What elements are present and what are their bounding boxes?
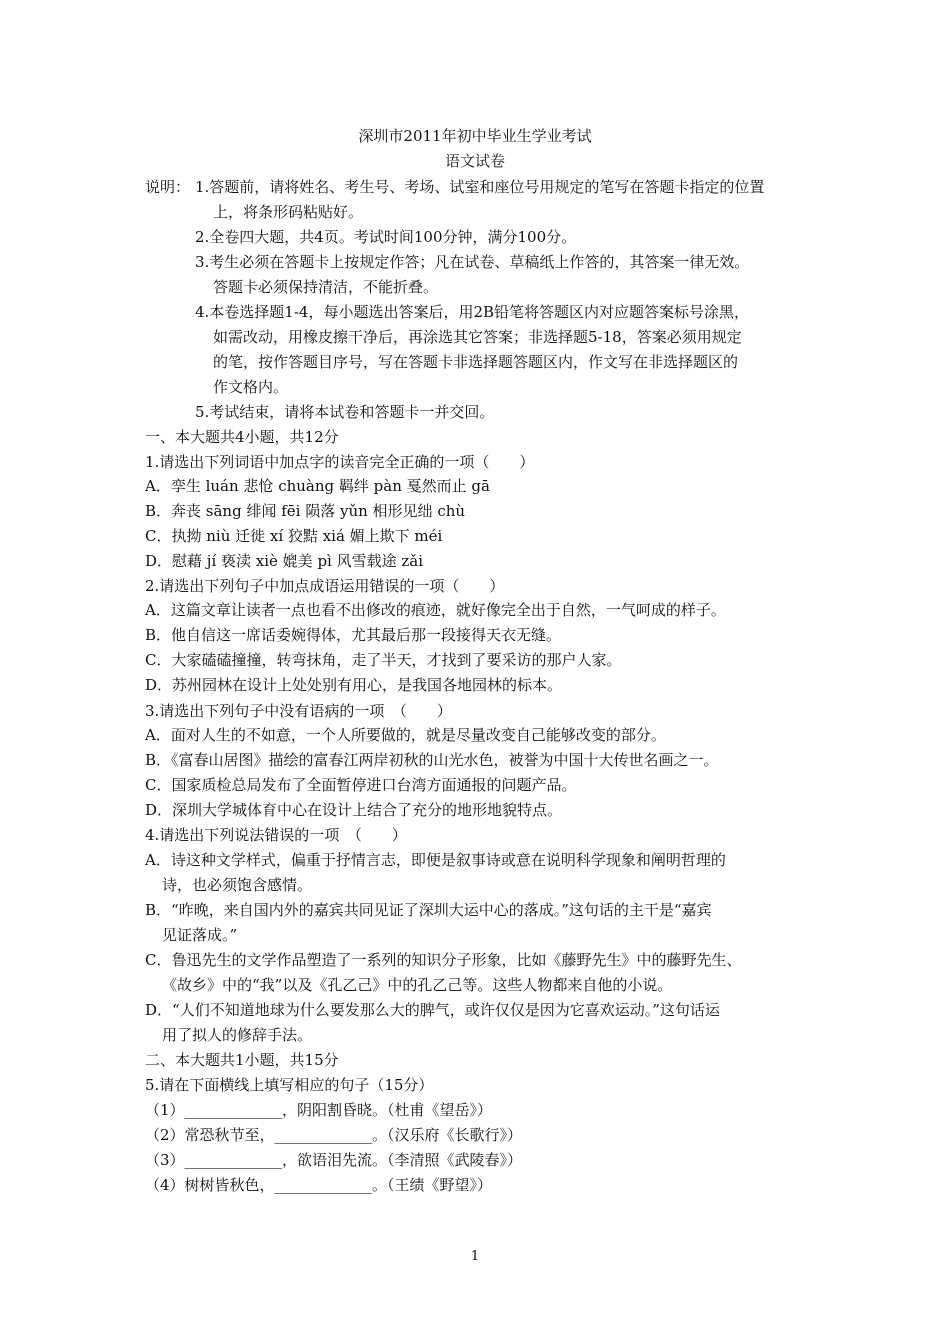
fill-blank-item: （1）_____________，阴阳割昏晓。（杜甫《望岳》） — [145, 1101, 493, 1119]
answer-option-continued: 《故乡》中的“我”以及《孔乙己》中的孔乙己等。这些人物都来自他的小说。 — [162, 976, 673, 994]
question-stem: 1.请选出下列词语中加点字的读音完全正确的一项（ ） — [145, 453, 535, 471]
answer-option-continued: 诗，也必须饱含感情。 — [162, 876, 313, 894]
answer-option: A．诗这种文学样式，偏重于抒情言志，即便是叙事诗或意在说明科学现象和阐明哲理的 — [145, 851, 726, 869]
answer-option: D．苏州园林在设计上处处别有用心，是我国各地园林的标本。 — [145, 676, 563, 694]
instruction-line: 的笔，按作答题目序号，写在答题卡非选择题答题区内，作文写在非选择题区的 — [213, 353, 739, 371]
answer-option: B．“昨晚，来自国内外的嘉宾共同见证了深圳大运中心的落成。”这句话的主干是“嘉宾 — [145, 901, 712, 919]
instruction-line: 答题卡必须保持清洁，不能折叠。 — [213, 278, 439, 296]
instructions-label: 说明： — [145, 178, 191, 196]
question-stem: 5.请在下面横线上填写相应的句子（15分） — [145, 1076, 434, 1094]
fill-blank-item: （2）常恐秋节至，_____________。（汉乐府《长歌行》） — [145, 1126, 523, 1144]
answer-option: C．大家磕磕撞撞，转弯抹角，走了半天，才找到了要采访的那户人家。 — [145, 651, 622, 669]
instruction-line: 3.考生必须在答题卡上按规定作答；凡在试卷、草稿纸上作答的，其答案一律无效。 — [195, 253, 750, 271]
instruction-line: 作文格内。 — [213, 378, 289, 396]
answer-option: B．《富春山居图》描绘的富春江两岸初秋的山光水色，被誉为中国十大传世名画之一。 — [145, 751, 719, 769]
exam-subtitle: 语文试卷 — [444, 152, 505, 170]
answer-option: A．这篇文章让读者一点也看不出修改的痕迹，就好像完全出于自然，一气呵成的样子。 — [145, 601, 726, 619]
answer-option: D．慰藉 jí 亵渎 xiè 媲美 pì 风雪载途 zǎi — [145, 552, 424, 570]
exam-title: 深圳市2011年初中毕业生学业考试 — [358, 127, 592, 145]
instruction-line: 4.本卷选择题1-4，每小题选出答案后，用2B铅笔将答题区内对应题答案标号涂黑， — [195, 303, 750, 321]
answer-option: C．鲁迅先生的文学作品塑造了一系列的知识分子形象，比如《藤野先生》中的藤野先生、 — [145, 951, 742, 969]
answer-option: A．孪生 luán 悲怆 chuàng 羁绊 pàn 戛然而止 gā — [145, 477, 490, 495]
fill-blank-item: （4）树树皆秋色，_____________。（王绩《野望》） — [145, 1176, 493, 1194]
answer-option-continued: 用了拟人的修辞手法。 — [162, 1026, 313, 1044]
answer-option: C．执拗 niù 迁徙 xí 狡黠 xiá 媚上欺下 méi — [145, 527, 443, 545]
answer-option: C．国家质检总局发布了全面暂停进口台湾方面通报的问题产品。 — [145, 776, 577, 794]
answer-option: B．他自信这一席话委婉得体，尤其最后那一段接得天衣无缝。 — [145, 626, 562, 644]
answer-option: D．深圳大学城体育中心在设计上结合了充分的地形地貌特点。 — [145, 801, 563, 819]
instruction-line: 如需改动，用橡皮擦干净后，再涂选其它答案；非选择题5-18，答案必须用规定 — [213, 328, 742, 346]
section-heading: 二、本大题共1小题，共15分 — [145, 1051, 339, 1069]
question-stem: 3.请选出下列句子中没有语病的一项 （ ） — [145, 702, 452, 720]
answer-option: A．面对人生的不如意，一个人所要做的，就是尽量改变自己能够改变的部分。 — [145, 726, 666, 744]
question-stem: 2.请选出下列句子中加点成语运用错误的一项（ ） — [145, 577, 505, 595]
answer-option: D．“人们不知道地球为什么要发那么大的脾气，或许仅仅是因为它喜欢运动。”这句话运 — [145, 1001, 720, 1019]
page-number: 1 — [470, 1249, 480, 1264]
fill-blank-item: （3）_____________，欲语泪先流。（李清照《武陵春》） — [145, 1151, 523, 1169]
question-stem: 4.请选出下列说法错误的一项 （ ） — [145, 826, 407, 844]
section-heading: 一、本大题共4小题，共12分 — [145, 428, 339, 446]
answer-option: B．奔丧 sāng 绯闻 fēi 陨落 yǔn 相形见绌 chù — [145, 502, 466, 520]
instruction-line: 1.答题前，请将姓名、考生号、考场、试室和座位号用规定的笔写在答题卡指定的位置 — [195, 178, 765, 196]
answer-option-continued: 见证落成。” — [162, 926, 238, 944]
instruction-line: 2.全卷四大题，共4页。考试时间100分钟，满分100分。 — [195, 228, 577, 246]
instruction-line: 5.考试结束，请将本试卷和答题卡一并交回。 — [195, 403, 495, 421]
instruction-line: 上，将条形码粘贴好。 — [213, 203, 364, 221]
